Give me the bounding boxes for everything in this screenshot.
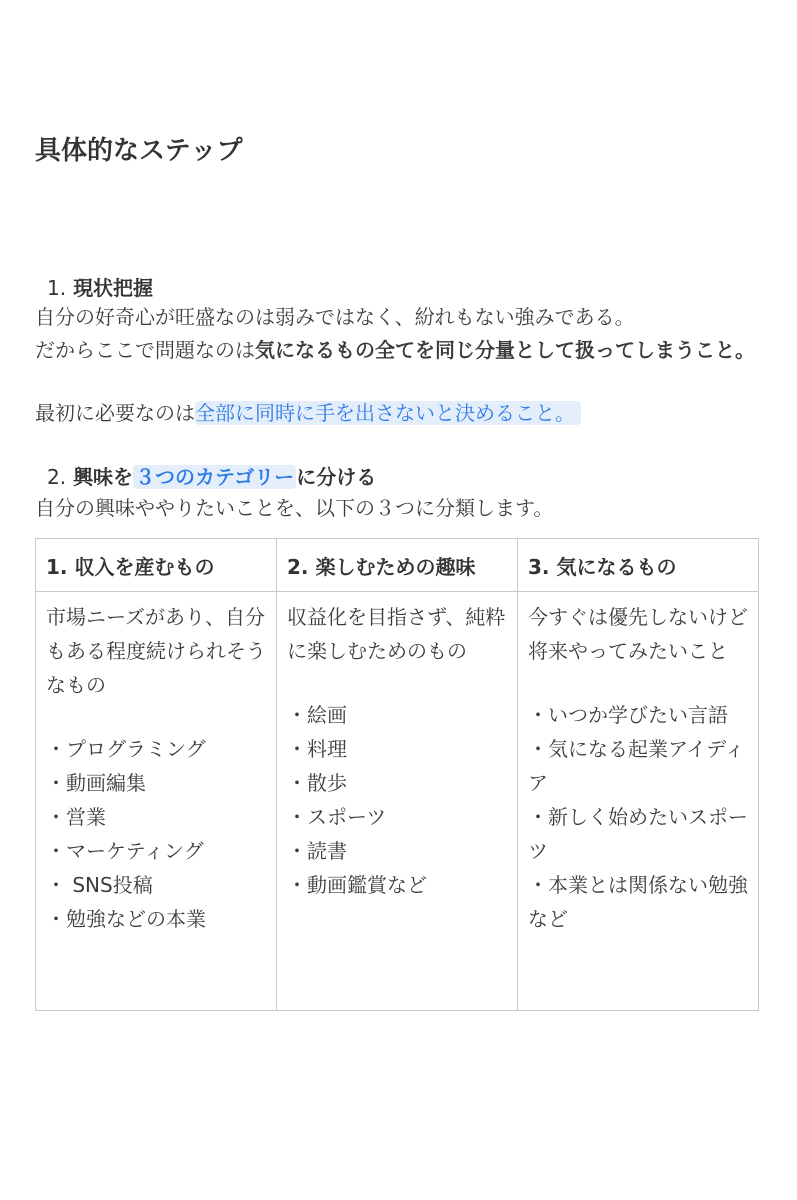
cell-list: [287, 698, 507, 902]
list-item: ・いつか学びたい言語: [528, 703, 728, 727]
list-item: ・勉強などの本業: [46, 907, 206, 931]
step1-title: 現状把握: [73, 276, 154, 300]
list-item: ・本業とは関係ない勉強など: [528, 873, 748, 931]
step2-title-highlight: ３つのカテゴリー: [135, 465, 295, 489]
step1-number: 1.: [47, 276, 67, 300]
list-item: ・料理: [287, 737, 347, 761]
category-table: [35, 538, 759, 1011]
list-item: ・プログラミング: [46, 737, 206, 761]
step2-title-before: 興味を: [73, 465, 134, 489]
list-item: ・気になる起業アイディア: [528, 737, 745, 795]
list-item: ・スポーツ: [287, 805, 387, 829]
step1-line2-text: だからここで問題なのは: [35, 338, 255, 362]
table-header-hobby: 2. 楽しむための趣味: [277, 539, 518, 592]
table-cell-interest: [518, 592, 759, 1011]
table-cell-income: [36, 592, 277, 1011]
cell-description: 市場ニーズがあり、自分もある程度続けられそうなもの: [46, 605, 266, 697]
step1-line3: [35, 397, 763, 429]
table-header-row: [36, 539, 759, 592]
list-item: ・散歩: [287, 771, 347, 795]
step2-title-after: に分ける: [296, 465, 377, 489]
table-row: [36, 592, 759, 1011]
step1-line2-bold: 気になるもの全てを同じ分量として扱ってしまうこと。: [255, 338, 755, 362]
step1-line2: [35, 334, 763, 366]
cell-list: [46, 732, 266, 936]
list-item: ・営業: [46, 805, 106, 829]
page-title: 具体的なステップ: [35, 136, 243, 166]
cell-description: 今すぐは優先しないけど将来やってみたいこと: [528, 605, 748, 663]
cell-list: [528, 698, 748, 936]
step2-intro: 自分の興味ややりたいことを、以下の３つに分類します。: [35, 496, 554, 520]
step1-highlight: 全部に同時に手を出さないと決めること。: [195, 401, 581, 425]
list-item: ・動画編集: [46, 771, 146, 795]
list-item: ・絵画: [287, 703, 347, 727]
list-item: ・マーケティング: [46, 839, 204, 863]
table-header-interest: 3. 気になるもの: [518, 539, 759, 592]
step1-line1: 自分の好奇心が旺盛なのは弱みではなく、紛れもない強みである。: [35, 305, 635, 329]
step2-number: 2.: [47, 465, 67, 489]
step2-heading: [47, 461, 376, 490]
list-item: ・ SNS投稿: [46, 873, 153, 897]
step1-heading: [47, 272, 153, 301]
list-item: ・読書: [287, 839, 347, 863]
step1-line3-text: 最初に必要なのは: [35, 401, 195, 425]
list-item: ・動画鑑賞など: [287, 873, 427, 897]
list-item: ・新しく始めたいスポーツ: [528, 805, 748, 863]
table-header-income: 1. 収入を産むもの: [36, 539, 277, 592]
cell-description: 収益化を目指さず、純粋に楽しむためのもの: [287, 605, 506, 663]
table-cell-hobby: [277, 592, 518, 1011]
